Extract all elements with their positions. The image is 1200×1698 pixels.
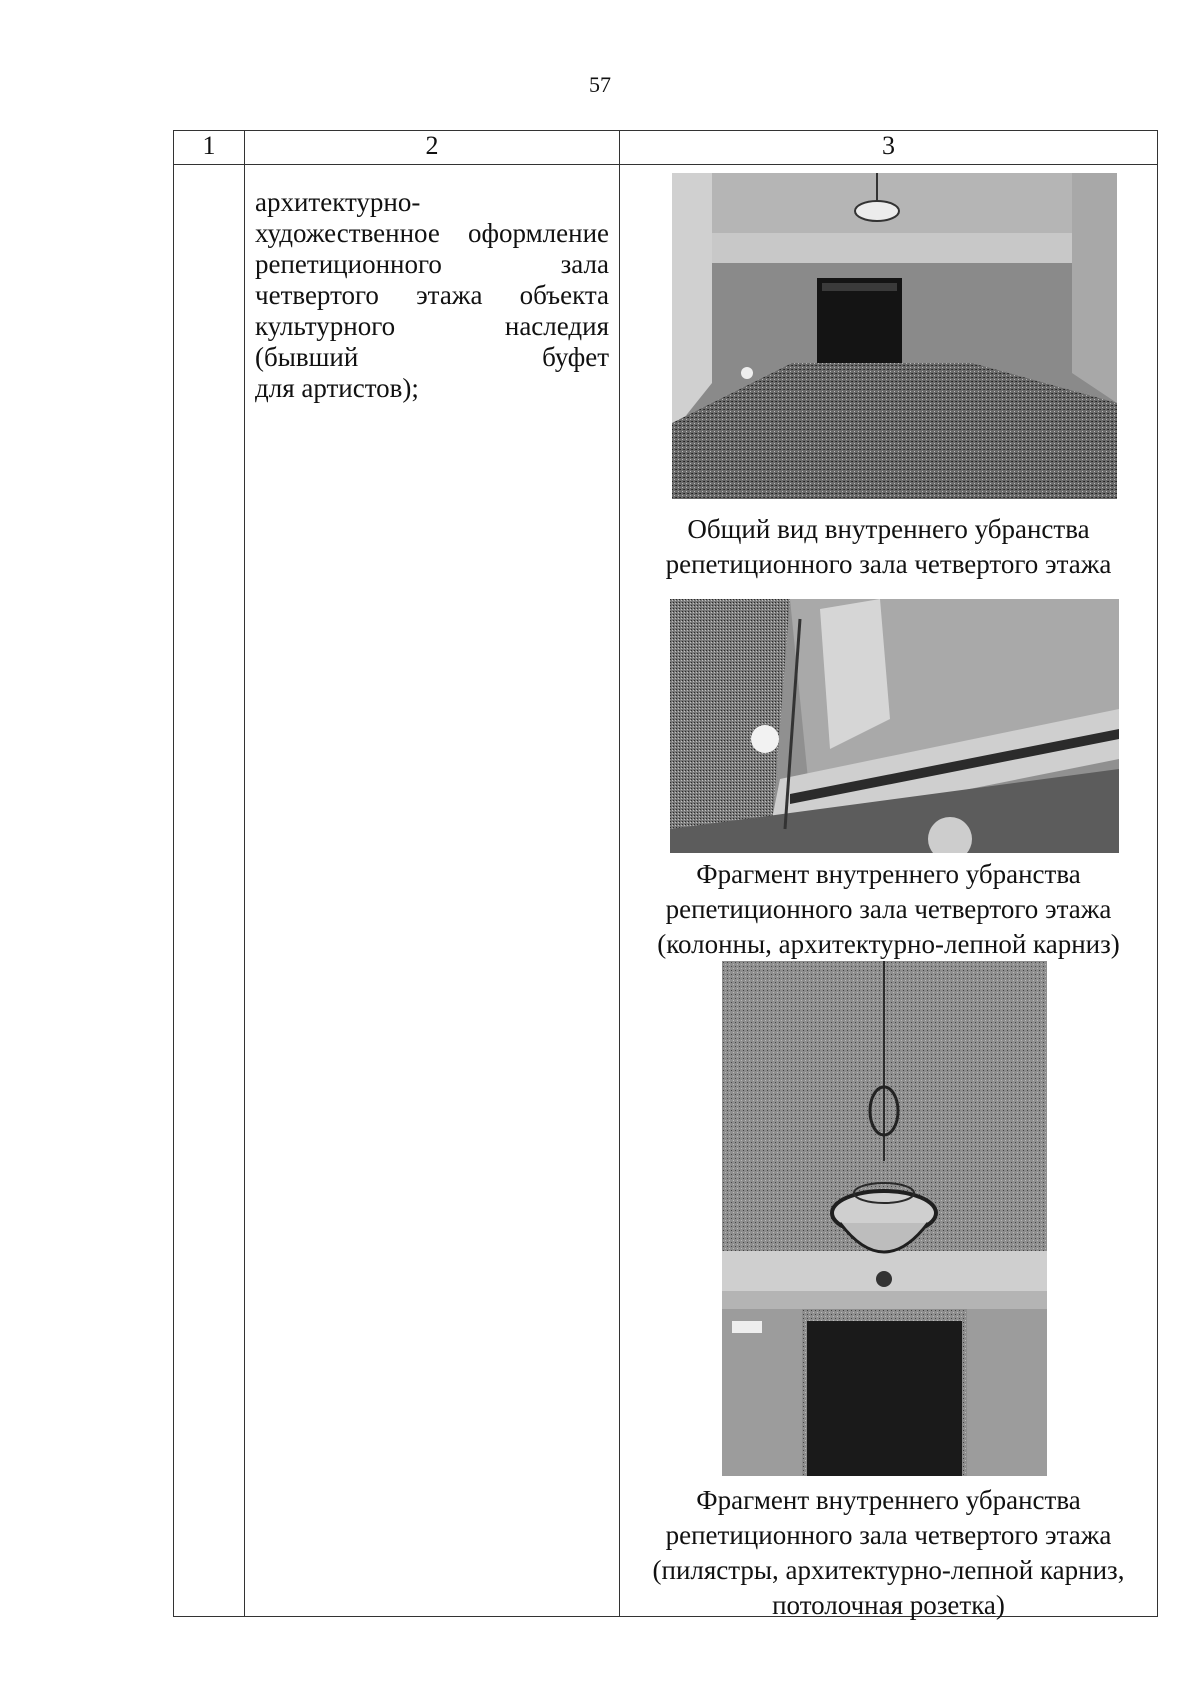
description-text <box>245 165 619 404</box>
caption-line: потолочная розетка) <box>772 1590 1005 1620</box>
description-cell <box>245 165 620 1617</box>
table-row <box>174 165 1158 1617</box>
caption-line: Общий вид внутреннего убранства <box>687 514 1090 544</box>
caption-line: (колонны, архитектурно-лепной карниз) <box>657 929 1120 959</box>
caption-line: (пилястры, архитектурно-лепной карниз, <box>652 1555 1125 1585</box>
description-line: четвертого этажа объекта <box>255 280 609 310</box>
row-number-cell <box>174 165 245 1617</box>
photo-ceiling-chandelier <box>722 961 1047 1476</box>
table-header-row <box>174 131 1158 165</box>
caption-line: репетиционного зала четвертого этажа <box>665 894 1112 924</box>
photo-cornice-columns <box>670 599 1119 853</box>
caption-line: Фрагмент внутреннего убранства <box>696 859 1081 889</box>
header-col-2: 2 <box>245 131 620 165</box>
description-line: репетиционного зала <box>255 249 609 279</box>
caption-line: репетиционного зала четвертого этажа <box>665 1520 1112 1550</box>
description-line: культурного наследия <box>255 311 609 341</box>
description-line: архитектурно- <box>255 187 421 217</box>
header-col-1: 1 <box>174 131 245 165</box>
caption-line: репетиционного зала четвертого этажа <box>665 549 1112 579</box>
photos-cell <box>620 165 1158 1620</box>
photo-caption <box>620 512 1157 582</box>
photo-caption <box>620 1483 1157 1623</box>
description-line: (бывший буфет <box>255 342 609 372</box>
photo-hall-general-view <box>672 173 1117 499</box>
description-line: художественное оформление <box>255 218 609 248</box>
header-col-3: 3 <box>620 131 1158 165</box>
photo-caption <box>620 857 1157 962</box>
heritage-table <box>173 130 1158 1620</box>
description-line: для артистов); <box>255 373 419 403</box>
page-number: 57 <box>589 72 611 97</box>
caption-line: Фрагмент внутреннего убранства <box>696 1485 1081 1515</box>
